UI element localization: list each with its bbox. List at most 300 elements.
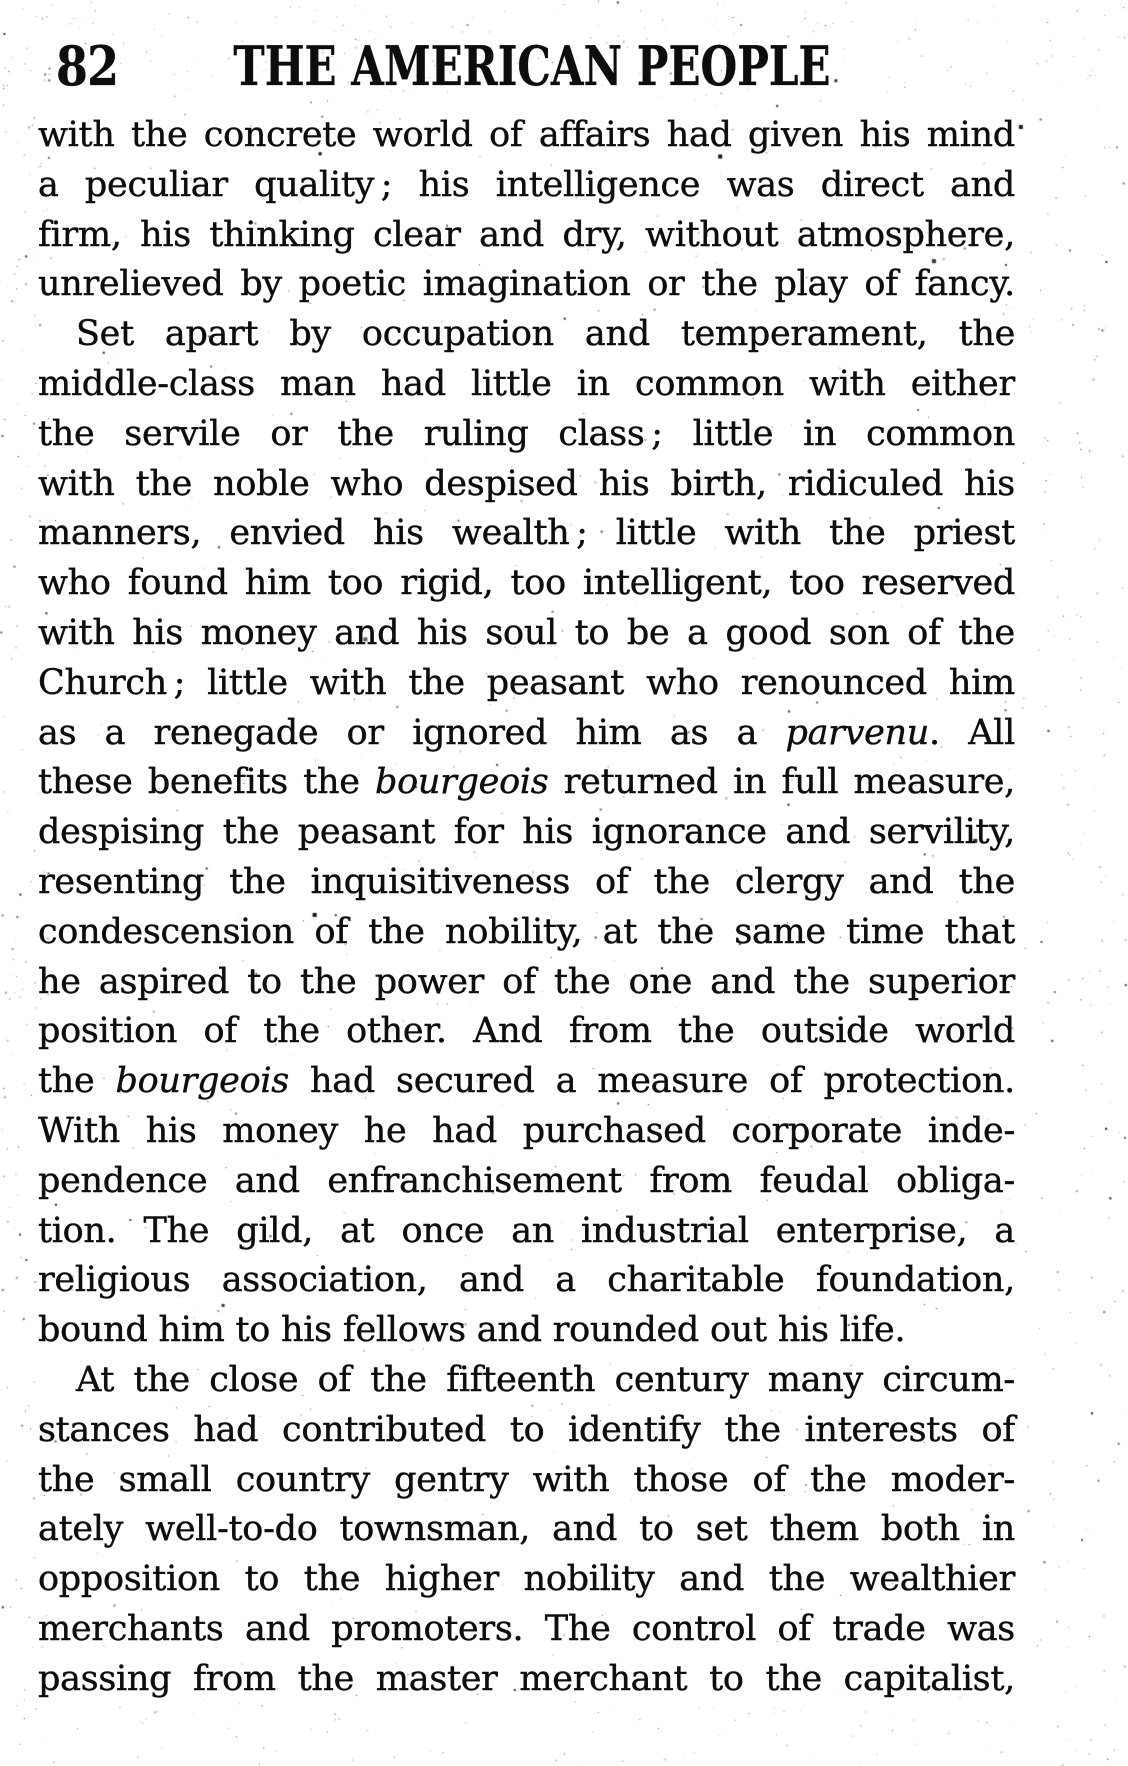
word: out (710, 1310, 767, 1351)
word: of (203, 1011, 237, 1052)
word: and (479, 214, 545, 255)
word: time (846, 911, 925, 952)
word: secured (396, 1061, 535, 1102)
word: from (568, 1011, 652, 1052)
word: or (647, 264, 685, 305)
word: the (370, 1359, 427, 1400)
word: Set (76, 314, 134, 355)
word: the (38, 413, 95, 454)
word: class ; (558, 413, 663, 454)
word: the (135, 463, 193, 504)
word: who (646, 662, 719, 703)
word: despising (38, 812, 205, 853)
word: dry, (562, 214, 627, 255)
word: bound (38, 1310, 148, 1351)
word: condescension (38, 911, 295, 952)
word: intelligence (495, 164, 701, 205)
word: interests (804, 1409, 958, 1450)
word: well-to-do (145, 1509, 318, 1550)
word: manners, (38, 513, 202, 554)
word: as (669, 712, 709, 753)
word: same (734, 911, 826, 952)
text-line (38, 1207, 1015, 1257)
text-line (38, 260, 1015, 310)
word: a (687, 612, 708, 653)
word: and (950, 164, 1015, 205)
word: religious (38, 1260, 191, 1301)
word: to (244, 1559, 280, 1600)
word: pendence (38, 1160, 208, 1201)
word: the (768, 1559, 826, 1600)
word: direct (820, 164, 924, 205)
word: opposition (38, 1559, 220, 1600)
word: of (752, 1459, 786, 1500)
text-line (38, 808, 1015, 858)
word: and (334, 612, 400, 653)
word: corporate (731, 1110, 903, 1151)
word: as (38, 712, 77, 753)
word: affairs (538, 115, 651, 155)
word: his (777, 1310, 829, 1351)
word: position (38, 1011, 178, 1052)
word: the (958, 861, 1015, 902)
word: priest (913, 513, 1015, 554)
word: he (38, 961, 81, 1002)
word: from (649, 1160, 733, 1201)
word: in (803, 413, 837, 454)
word: ridiculed (787, 463, 944, 504)
word: the (263, 1011, 320, 1052)
word: too (789, 563, 845, 604)
word: and (868, 861, 934, 902)
word: a (994, 1210, 1015, 1251)
word: the (222, 812, 280, 853)
word: the (38, 1459, 95, 1500)
word: his (598, 463, 650, 504)
word: passing (38, 1658, 172, 1699)
word: he (363, 1110, 407, 1151)
word: townsman, (339, 1509, 531, 1550)
word: parvenu. (785, 712, 940, 753)
word: common (866, 413, 1015, 454)
text-line (38, 1505, 1015, 1555)
word: measure (597, 1061, 748, 1102)
word: rigid, (400, 563, 494, 604)
word: those (633, 1459, 729, 1500)
word: in (981, 1509, 1015, 1550)
word: with (724, 513, 802, 554)
word: had (310, 1061, 375, 1102)
word: Church ; (38, 662, 186, 703)
text-line (38, 161, 1015, 211)
word: small (118, 1459, 212, 1500)
word: noble (213, 463, 310, 504)
word: inde- (927, 1110, 1015, 1151)
word: purchased (522, 1110, 706, 1151)
word: inquisitiveness (310, 861, 571, 902)
word: the (657, 911, 714, 952)
word: was (726, 164, 795, 205)
word: too (327, 563, 384, 604)
text-line (38, 609, 1015, 659)
word: renounced (740, 662, 927, 703)
word: ignorance (591, 812, 767, 853)
word: of (502, 961, 536, 1002)
word: intelligent, (582, 563, 773, 604)
word: the (133, 1359, 190, 1400)
word: him (948, 662, 1015, 703)
text-line (76, 1356, 1015, 1406)
word: with (309, 662, 387, 703)
word: peculiar (84, 164, 228, 205)
word: either (910, 363, 1015, 404)
word: to (639, 1509, 674, 1550)
text-line (38, 360, 1015, 410)
word: world (915, 1011, 1015, 1052)
word: him (158, 1310, 225, 1351)
word: The (544, 1608, 611, 1649)
word: both (880, 1509, 960, 1550)
word: despised (424, 463, 578, 504)
word: a (555, 1260, 576, 1301)
word: the (303, 762, 360, 803)
text-line (38, 1057, 1015, 1107)
text-line (38, 1157, 1015, 1207)
word: peasant (486, 662, 625, 703)
word: in (576, 363, 610, 404)
word: the (303, 1559, 361, 1600)
word: money (200, 612, 317, 653)
word: century (614, 1359, 749, 1400)
word: little (470, 363, 552, 404)
word: with (38, 463, 115, 504)
word: At (76, 1359, 115, 1400)
word: country (235, 1459, 370, 1500)
page-body-text (38, 111, 1015, 1705)
word: and (244, 1608, 310, 1649)
word: once (401, 1210, 485, 1251)
running-title: THE AMERICAN PEOPLE (233, 34, 831, 98)
word: the (810, 1459, 867, 1500)
word: had (193, 1409, 259, 1450)
word: the (829, 513, 886, 554)
word: the (765, 1658, 822, 1699)
word: of (769, 1061, 803, 1102)
word: that (944, 911, 1015, 952)
word: capitalist, (843, 1658, 1015, 1699)
word: And (473, 1011, 543, 1052)
word: atmosphere, (796, 214, 1015, 255)
word: association, (221, 1260, 428, 1301)
word: and (710, 961, 776, 1002)
word: ignored (412, 712, 548, 753)
word: or (270, 413, 308, 454)
word: him (575, 712, 642, 753)
word: by (240, 264, 282, 305)
word: his (373, 513, 424, 554)
word: ately (38, 1509, 124, 1550)
word: had (380, 363, 446, 404)
text-line (38, 559, 1015, 609)
word: wealthier (849, 1559, 1015, 1600)
word: fifteenth (446, 1359, 596, 1400)
word: these (38, 762, 133, 803)
word: gild, (236, 1210, 314, 1251)
word: little (692, 413, 774, 454)
word: and (584, 314, 650, 355)
text-line (38, 1256, 1015, 1306)
word: little (207, 662, 288, 703)
word: a (555, 1061, 577, 1102)
word: the (368, 911, 425, 952)
word: obliga- (896, 1160, 1015, 1201)
word: a (104, 712, 126, 753)
word: and (785, 812, 851, 853)
word: of (777, 1608, 811, 1649)
word: from (193, 1658, 276, 1699)
word: with (38, 612, 115, 653)
word: benefits (147, 762, 288, 803)
word: the (408, 662, 465, 703)
word: a (736, 712, 758, 753)
word: charitable (607, 1260, 785, 1301)
word: measure, (853, 762, 1015, 803)
word: servility, (868, 812, 1015, 853)
word: master (375, 1658, 498, 1699)
word: mind (926, 115, 1015, 155)
word: good (725, 612, 812, 653)
word: of (981, 1409, 1015, 1450)
word: wealth ; (451, 513, 588, 554)
word: to (235, 1310, 271, 1351)
word: industrial (581, 1210, 749, 1251)
word: at (340, 1210, 375, 1251)
word: apart (164, 314, 259, 355)
word: rounded (552, 1310, 700, 1351)
word: foundation, (815, 1260, 1015, 1301)
word: given (748, 115, 844, 155)
word: and (459, 1260, 524, 1301)
text-line (38, 659, 1015, 709)
word: enterprise, (775, 1210, 968, 1251)
word: the (958, 314, 1015, 355)
text-line (38, 758, 1015, 808)
word: with (532, 1459, 610, 1500)
word: returned (563, 762, 718, 803)
word: the (793, 961, 850, 1002)
text-line (38, 858, 1015, 908)
word: the (701, 264, 758, 305)
word: his (964, 463, 1015, 504)
word: world (372, 115, 473, 155)
text-line (38, 908, 1015, 958)
word: merchants (38, 1608, 224, 1649)
word: the (300, 961, 357, 1002)
word: who (330, 463, 404, 504)
text-line (38, 1306, 1015, 1356)
word: ruling (423, 413, 529, 454)
word: man (280, 363, 356, 404)
word: occupation (361, 314, 554, 355)
word: one (628, 961, 693, 1002)
page-number: 82 (56, 34, 119, 98)
word: to (574, 612, 610, 653)
word: servile (124, 413, 241, 454)
text-line (38, 1605, 1015, 1655)
word: with (809, 363, 886, 404)
word: moder- (890, 1459, 1015, 1500)
word: the (297, 1658, 355, 1699)
word: and (234, 1160, 300, 1201)
word: a (38, 164, 59, 205)
word: close (209, 1359, 299, 1400)
word: superior (868, 961, 1015, 1002)
word: of (864, 264, 898, 305)
word: protection. (823, 1061, 1015, 1102)
word: circum- (882, 1359, 1015, 1400)
word: by (289, 314, 331, 355)
word: feudal (759, 1160, 869, 1201)
word: common (635, 363, 784, 404)
word: clergy (734, 861, 844, 902)
word: power (374, 961, 485, 1002)
word: nobility, (445, 911, 583, 952)
word: middle-class (38, 363, 255, 404)
word: the (553, 961, 611, 1002)
text-line (38, 1107, 1015, 1157)
word: be (626, 612, 670, 653)
word: enfranchisement (327, 1160, 622, 1201)
text-line (38, 460, 1015, 510)
text-line (38, 1456, 1015, 1506)
word: temperament, (680, 314, 928, 355)
word: of (595, 861, 629, 902)
word: renegade (153, 712, 319, 753)
word: of (314, 911, 348, 952)
word: them (769, 1509, 859, 1550)
word: with (38, 115, 115, 155)
word: the (653, 861, 710, 902)
word: gentry (394, 1459, 509, 1500)
word: little (615, 513, 697, 554)
word: outside (760, 1011, 889, 1052)
text-line (38, 1555, 1015, 1605)
word: The (143, 1210, 210, 1251)
word: money (222, 1110, 338, 1151)
word: aspired (98, 961, 230, 1002)
word: promoters. (331, 1608, 524, 1649)
word: play (774, 264, 848, 305)
word: had (432, 1110, 498, 1151)
word: set (695, 1509, 748, 1550)
word: to (709, 1658, 744, 1699)
word: at (602, 911, 638, 952)
word: was (947, 1608, 1015, 1649)
word: peasant (297, 812, 436, 853)
word: his (281, 1310, 332, 1351)
word: and (552, 1509, 618, 1550)
text-line (38, 509, 1015, 559)
text-line (38, 111, 1015, 161)
word: the (678, 1011, 735, 1052)
word: reserved (861, 563, 1015, 604)
word: quality ; (254, 164, 393, 205)
word: his (145, 1110, 197, 1151)
word: had (666, 115, 732, 155)
word: him (244, 563, 311, 604)
word: concrete (203, 115, 357, 155)
word: his (859, 115, 911, 155)
word: his (140, 214, 191, 255)
word: many (767, 1359, 863, 1400)
word: thinking (209, 214, 355, 255)
text-line (38, 1655, 1015, 1705)
word: With (38, 1110, 120, 1151)
word: bourgeois (115, 1061, 289, 1102)
text-line (38, 410, 1015, 460)
word: resenting (38, 861, 205, 902)
word: without (645, 214, 779, 255)
word: firm, (38, 214, 122, 255)
word: tion. (38, 1210, 117, 1251)
word: identify (568, 1409, 701, 1450)
word: the (38, 1061, 95, 1102)
word: an (511, 1210, 554, 1251)
word: merchant (519, 1658, 688, 1699)
page-header (0, 34, 1128, 98)
text-line (38, 709, 1015, 759)
text-line (76, 310, 1015, 360)
word: his (132, 612, 184, 653)
word: life. (839, 1310, 906, 1351)
word: clear (373, 214, 461, 255)
word: stances (38, 1409, 170, 1450)
word: All (968, 712, 1015, 753)
word: control (631, 1608, 757, 1649)
word: bourgeois (375, 762, 549, 803)
word: the (130, 115, 188, 155)
word: and (679, 1559, 745, 1600)
word: the (958, 612, 1015, 653)
text-line (38, 958, 1015, 1008)
word: soul (485, 612, 557, 653)
word: of (907, 612, 941, 653)
word: the (337, 413, 394, 454)
word: or (346, 712, 384, 753)
word: his (416, 612, 468, 653)
word: his (418, 164, 470, 205)
text-line (38, 211, 1015, 261)
word: birth, (670, 463, 767, 504)
word: son (828, 612, 890, 653)
word: trade (832, 1608, 926, 1649)
word: unrelieved (38, 264, 224, 305)
word: to (509, 1409, 545, 1450)
word: found (127, 563, 228, 604)
word: envied (229, 513, 345, 554)
word: too (510, 563, 566, 604)
text-line (38, 1406, 1015, 1456)
word: to (247, 961, 282, 1002)
word: fellows (342, 1310, 466, 1351)
word: in (733, 762, 767, 803)
word: for (453, 812, 504, 853)
word: poetic (298, 264, 406, 305)
word: and (476, 1310, 542, 1351)
word: the (724, 1409, 781, 1450)
word: of (317, 1359, 352, 1400)
word: nobility (523, 1559, 655, 1600)
